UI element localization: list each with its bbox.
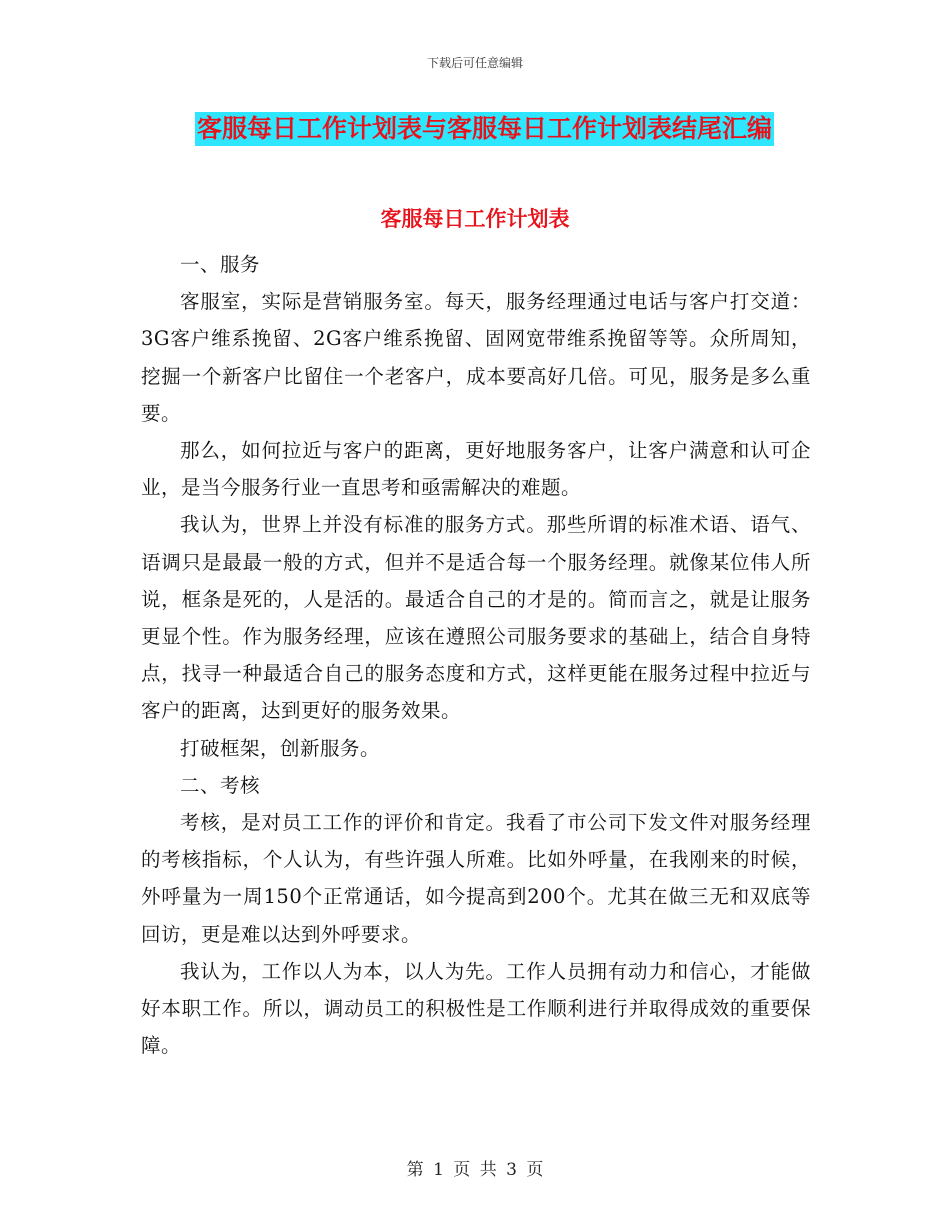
document-title: 客服每日工作计划表与客服每日工作计划表结尾汇编 xyxy=(195,112,774,146)
paragraph: 考核，是对员工工作的评价和肯定。我看了市公司下发文件对服务经理的考核指标，个人认为，有些许强人所难。比如外呼量，在我刚来的时候，外呼量为一周150个正常通话，如今提高到200个。尤其在做三无和双底等回访，更是难以达到外呼要求。 xyxy=(141,811,811,946)
paragraph: 那么，如何拉近与客户的距离，更好地服务客户，让客户满意和认可企业，是当今服务行业一直思考和亟需解决的难题。 xyxy=(141,439,811,500)
paragraph: 打破框架，创新服务。 xyxy=(180,736,381,760)
paragraph: 客服室，实际是营销服务室。每天，服务经理通过电话与客户打交道：3G客户维系挽留、2G客户维系挽留、固网宽带维系挽留等等。众所周知，挖掘一个新客户比留住一个老客户，成本要高好几倍。可见，服务是多么重要。 xyxy=(141,290,811,425)
section-title: 客服每日工作计划表 xyxy=(380,207,570,231)
header-note: 下载后可任意编辑 xyxy=(426,56,523,70)
paragraph: 我认为，世界上并没有标准的服务方式。那些所谓的标准术语、语气、语调只是最最一般的方式，但并不是适合每一个服务经理。就像某位伟人所说，框条是死的，人是活的。最适合自己的才是的。简而言之，就是让服务更显个性。作为服务经理，应该在遵照公司服务要求的基础上，结合自身特点，找寻一种最适合自己的服务态度和方式，这样更能在服务过程中拉近与客户的距离，达到更好的服务效果。 xyxy=(141,513,811,723)
paragraph: 我认为，工作以人为本，以人为先。工作人员拥有动力和信心，才能做好本职工作。所以，调动员工的积极性是工作顺利进行并取得成效的重要保障。 xyxy=(141,959,811,1058)
heading-assessment: 二、考核 xyxy=(180,773,261,797)
heading-service: 一、服务 xyxy=(180,253,261,276)
document-body xyxy=(141,246,811,1064)
page-number: 第 1 页 共 3 页 xyxy=(406,1160,544,1180)
